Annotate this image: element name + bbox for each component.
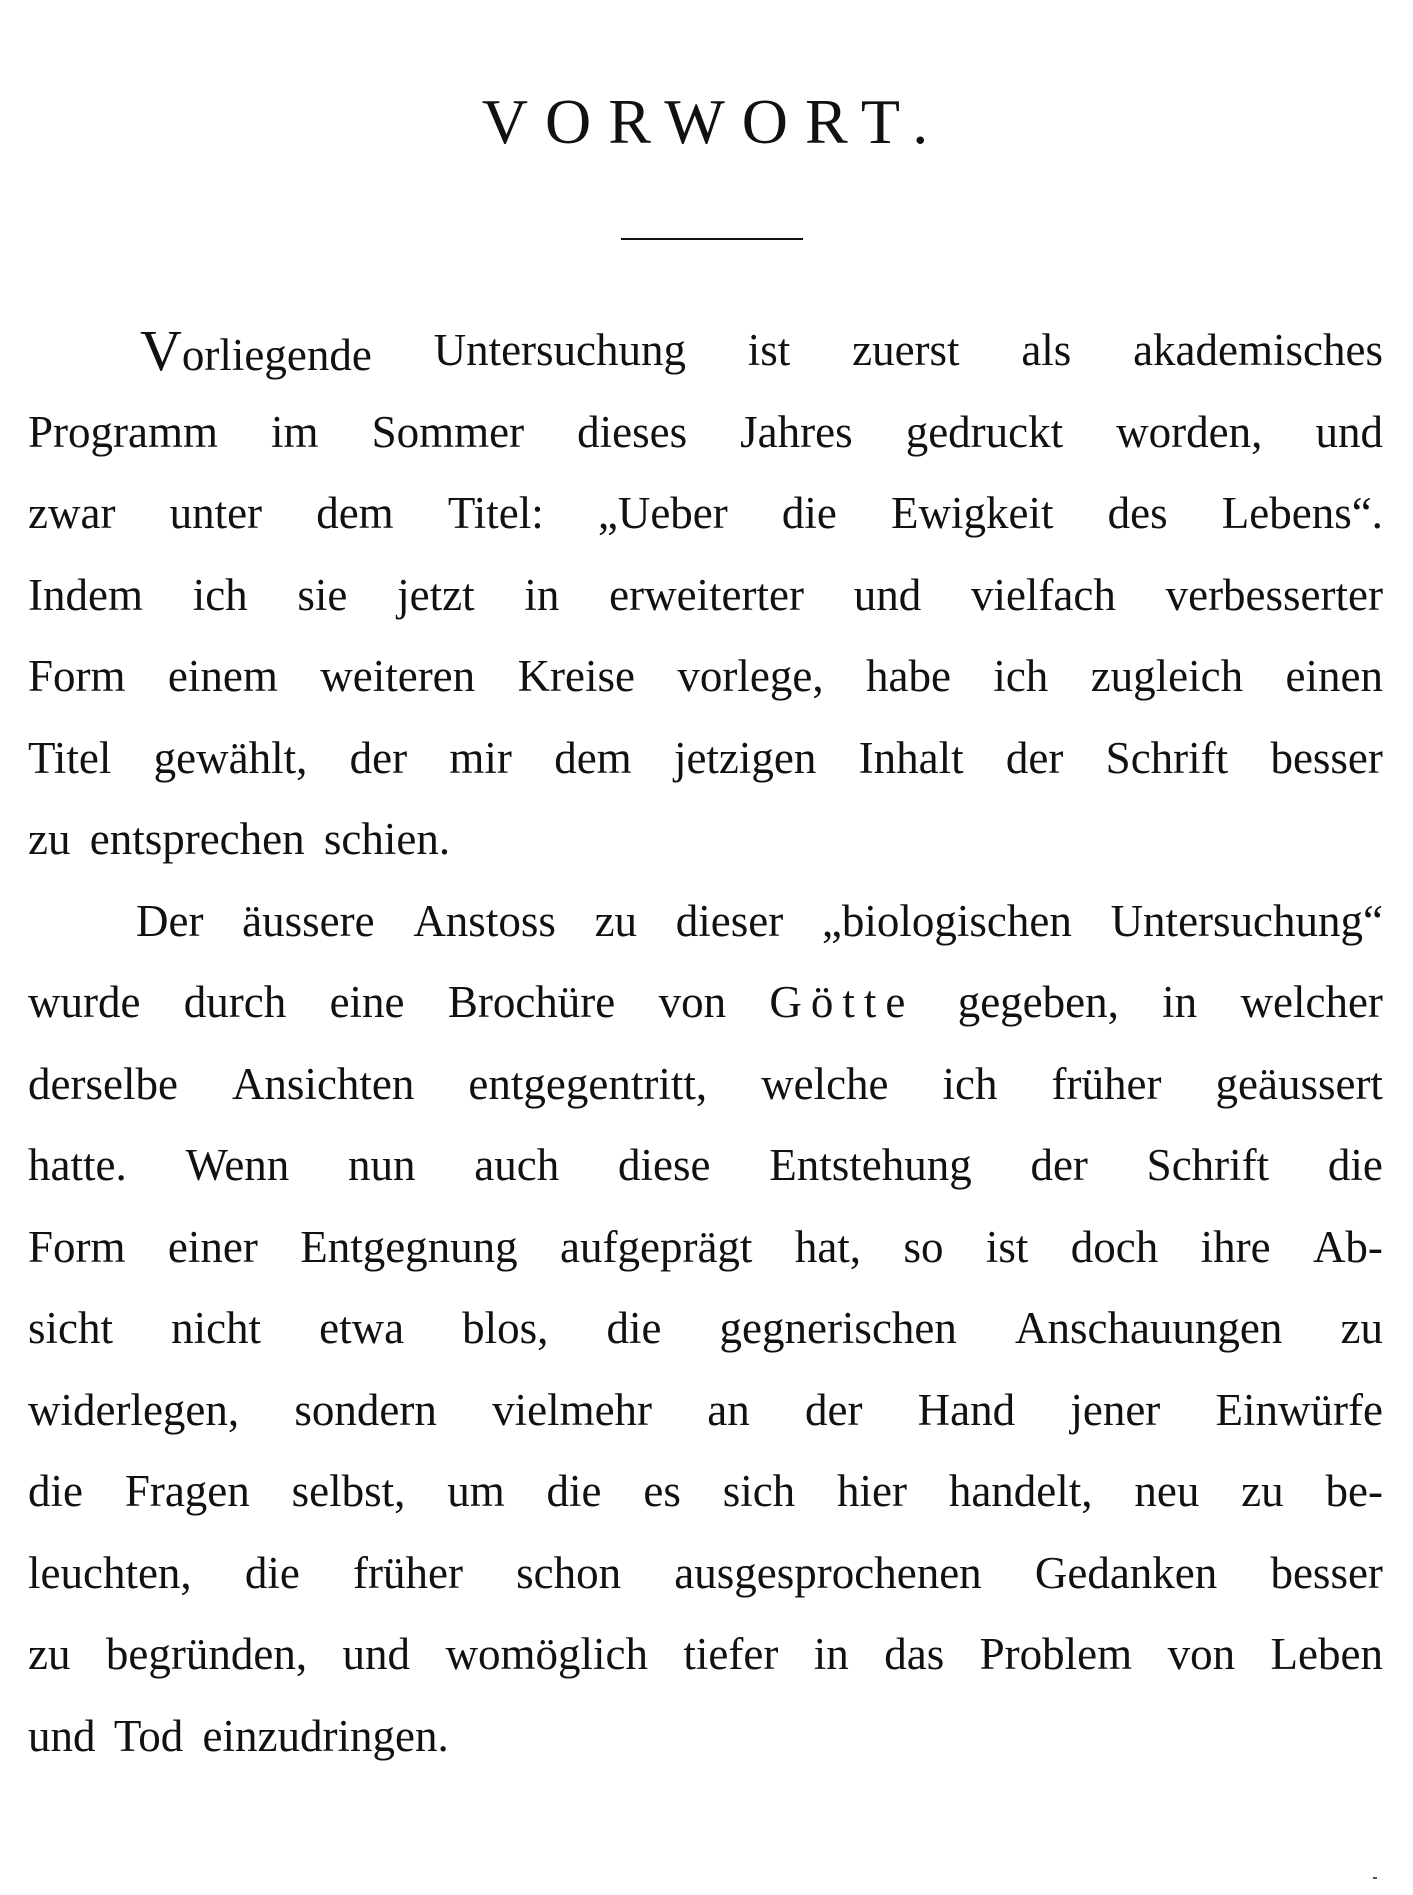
word: Anstoss (413, 895, 556, 946)
word: früher (353, 1547, 463, 1598)
word: ich (942, 1058, 998, 1109)
word (140, 310, 372, 392)
word: weiteren (320, 651, 476, 701)
word: hat, (794, 1221, 862, 1272)
word: die (781, 488, 837, 538)
word: um (447, 1466, 505, 1516)
word: Hand (917, 1384, 1016, 1435)
word: von (658, 977, 727, 1027)
word: nun (348, 1140, 416, 1190)
word: in (813, 1629, 849, 1679)
word: zu (28, 1629, 71, 1679)
paragraph-1-line (28, 473, 1383, 555)
word: welche (761, 1058, 889, 1109)
word: widerlegen, (28, 1384, 240, 1435)
word: im (271, 406, 319, 457)
word: einem (167, 651, 278, 701)
paragraph-1-last-line: zu entsprechen schien. (28, 814, 451, 864)
word: jener (1070, 1384, 1161, 1435)
title-rule (621, 238, 803, 240)
word: gedruckt (905, 406, 1064, 457)
word: gegnerischen (719, 1303, 957, 1353)
word: dieses (577, 406, 688, 457)
word: womöglich (445, 1629, 648, 1679)
word: be- (1325, 1466, 1383, 1516)
word: ausgesprochenen (674, 1547, 982, 1598)
word: Indem (28, 569, 143, 620)
word: die (546, 1466, 602, 1516)
word: Kreise (517, 651, 636, 701)
word: mir (449, 732, 512, 783)
word: begründen, (105, 1629, 308, 1679)
word: vielmehr (492, 1384, 653, 1435)
body-text (28, 310, 1383, 1777)
word: Lebens“. (1221, 488, 1383, 538)
word: handelt, (948, 1466, 1093, 1516)
word: Titel: (447, 488, 544, 538)
word: habe (865, 651, 951, 701)
word: die (1327, 1140, 1383, 1190)
paragraph-2-line (28, 1125, 1383, 1207)
word: sich (722, 1466, 796, 1516)
word: Jahres (740, 406, 853, 457)
paragraph-2-line (28, 1288, 1383, 1370)
word: derselbe (28, 1058, 178, 1109)
word: der (349, 732, 408, 783)
paragraph-1-first-line (28, 310, 1383, 392)
word: diese (618, 1140, 711, 1190)
word: akademisches (1133, 325, 1383, 375)
paragraph-1-line (28, 636, 1383, 718)
word: früher (1051, 1058, 1162, 1109)
paragraph-2-line (28, 1207, 1383, 1289)
word: zu (594, 895, 638, 946)
word: zwar (28, 488, 116, 538)
word: zuerst (852, 325, 960, 375)
paragraph-2-line (28, 1533, 1383, 1615)
word: Wenn (185, 1140, 290, 1190)
paragraph-2-first-line (28, 881, 1383, 963)
word: gegeben, (957, 977, 1119, 1027)
word: Untersuchung“ (1110, 895, 1383, 946)
word: einen (1285, 651, 1383, 701)
paragraph-1-line (28, 718, 1383, 800)
word: wurde (28, 977, 141, 1027)
paragraph-1-lines (28, 392, 1383, 800)
paragraph-1 (28, 310, 1383, 881)
word: Entstehung (769, 1140, 972, 1190)
paragraph-1-line (28, 555, 1383, 637)
word: geäussert (1215, 1058, 1383, 1109)
word: Form (28, 651, 126, 701)
word: Ab- (1312, 1221, 1383, 1272)
word: besser (1270, 732, 1383, 783)
word: von (1167, 1629, 1236, 1679)
word: durch (183, 977, 287, 1027)
word: Schrift (1146, 1140, 1270, 1190)
word: selbst, (291, 1466, 406, 1516)
word: ihre (1200, 1221, 1271, 1272)
word: in (524, 569, 560, 620)
word: Ansichten (231, 1058, 415, 1109)
word: in (1162, 977, 1198, 1027)
paragraph-1-line (28, 392, 1383, 474)
word: „biologischen (821, 895, 1072, 946)
word: sie (297, 569, 348, 620)
word: Schrift (1105, 732, 1229, 783)
word: vorlege, (677, 651, 824, 701)
word: das (884, 1629, 945, 1679)
word: gewählt, (153, 732, 308, 783)
word: Problem (979, 1629, 1133, 1679)
paragraph-2-line (28, 1451, 1383, 1533)
word: unter (169, 488, 263, 538)
word: doch (1070, 1221, 1159, 1272)
word: und (342, 1629, 411, 1679)
scan-speck (1373, 1877, 1377, 1879)
word: besser (1270, 1547, 1383, 1598)
word: Gedanken (1034, 1547, 1218, 1598)
word: nicht (171, 1303, 262, 1353)
word: welcher (1240, 977, 1383, 1027)
word: zugleich (1090, 651, 1244, 701)
word: Untersuchung (433, 325, 687, 375)
word: der (1005, 732, 1064, 783)
paragraph-2-line (28, 1370, 1383, 1452)
word: äussere (242, 895, 375, 946)
word: zu (1241, 1466, 1284, 1516)
paragraph-2-line (28, 1044, 1383, 1126)
word: hier (837, 1466, 907, 1516)
word: und (1315, 406, 1383, 457)
word: dem (316, 488, 394, 538)
word: Anschauungen (1014, 1303, 1283, 1353)
word: an (707, 1384, 750, 1435)
word: aufgeprägt (560, 1221, 753, 1272)
word: Brochüre (447, 977, 616, 1027)
word: ich (192, 569, 248, 620)
word: einer (167, 1221, 258, 1272)
word: Sommer (371, 406, 525, 457)
word: Fragen (124, 1466, 250, 1516)
author-name: Götte (769, 977, 915, 1027)
word: Ewigkeit (891, 488, 1054, 538)
paragraph-2-line (28, 1614, 1383, 1696)
word: ich (993, 651, 1049, 701)
word: ist (747, 325, 791, 375)
word: ist (985, 1221, 1029, 1272)
word: Einwürfe (1215, 1384, 1383, 1435)
word: der (1030, 1140, 1088, 1190)
word: leuchten, (28, 1547, 192, 1598)
word: der (804, 1384, 863, 1435)
word: worden, (1116, 406, 1263, 457)
word: entgegentritt, (468, 1058, 708, 1109)
word: eine (329, 977, 405, 1027)
word: etwa (319, 1303, 405, 1353)
word: Inhalt (858, 732, 964, 783)
word: auch (474, 1140, 560, 1190)
word: vielfach (970, 569, 1116, 620)
word: dieser (675, 895, 784, 946)
word: „Ueber (597, 488, 728, 538)
word: jetzt (397, 569, 475, 620)
paragraph-2 (28, 881, 1383, 1778)
word: als (1021, 325, 1072, 375)
word: blos, (462, 1303, 549, 1353)
page-title: VORWORT. (481, 86, 946, 157)
word-rest: orliegende (181, 330, 372, 380)
word: tiefer (683, 1629, 779, 1679)
word: Titel (28, 732, 112, 783)
word: erweiterter (609, 569, 804, 620)
paragraph-2-lines (28, 1044, 1383, 1696)
word: und (853, 569, 922, 620)
word: Programm (28, 406, 218, 457)
word: die (244, 1547, 300, 1598)
word: es (643, 1466, 681, 1516)
word: zu (1340, 1303, 1383, 1353)
word: dem (554, 732, 632, 783)
word: schon (516, 1547, 622, 1598)
paragraph-2-last-line: und Tod einzudringen. (28, 1710, 449, 1761)
word: verbesserter (1165, 569, 1383, 620)
word: so (903, 1221, 944, 1272)
word: sondern (294, 1384, 437, 1435)
word: sicht (28, 1303, 113, 1353)
initial-letter: V (140, 318, 182, 383)
paragraph-2-second-line (28, 962, 1383, 1044)
word: die (28, 1466, 83, 1516)
word: neu (1134, 1466, 1200, 1516)
word: jetzigen (673, 732, 817, 783)
word: Der (136, 895, 204, 946)
word: die (606, 1303, 662, 1353)
word: Leben (1270, 1629, 1383, 1679)
word: hatte. (28, 1140, 127, 1190)
word: Entgegnung (300, 1221, 518, 1272)
word: Form (28, 1221, 126, 1272)
word: des (1107, 488, 1168, 538)
